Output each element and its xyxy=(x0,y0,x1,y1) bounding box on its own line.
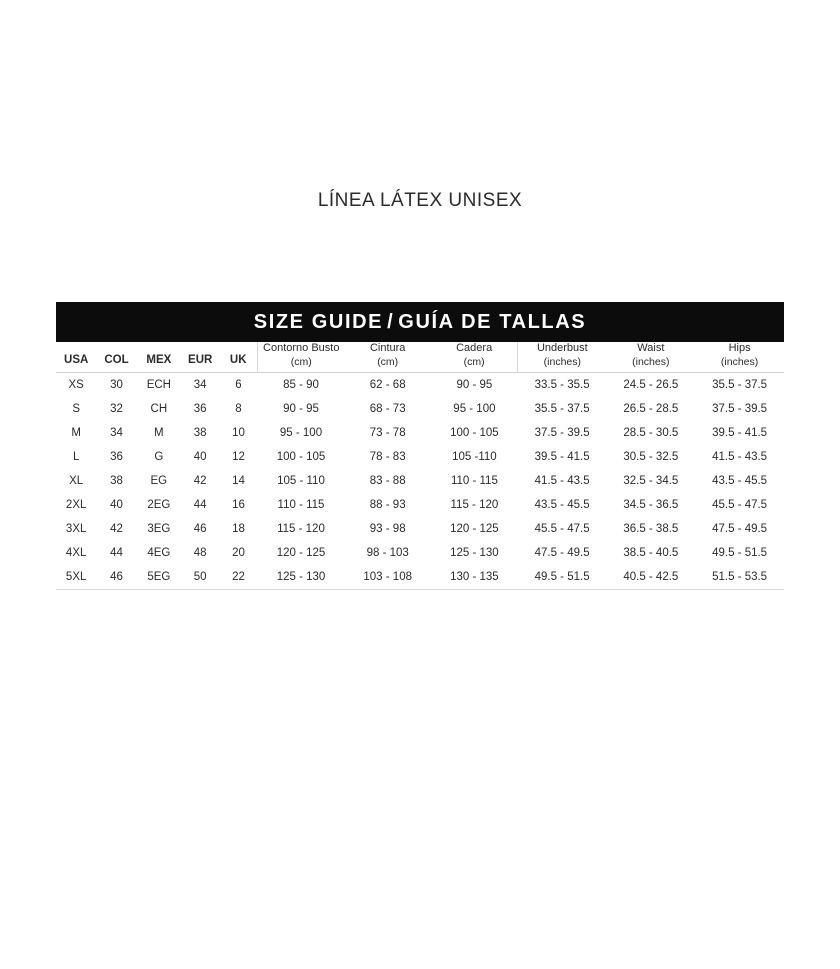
cell-eur: 34 xyxy=(181,372,219,397)
col-header-waist-unit: (inches) xyxy=(632,355,670,368)
cell-hips: 43.5 - 45.5 xyxy=(712,474,768,487)
cell-uk: 14 xyxy=(232,474,245,487)
cell-waist: 40.5 - 42.5 xyxy=(606,565,695,590)
cell-underbust: 39.5 - 41.5 xyxy=(534,450,590,463)
cell-uk: 16 xyxy=(232,498,245,511)
cell-usa: 5XL xyxy=(56,565,96,590)
cell-waist: 30.5 - 32.5 xyxy=(623,450,679,463)
cell-cintura: 78 - 83 xyxy=(369,450,406,463)
cell-usa: XS xyxy=(56,372,96,397)
cell-contorno-busto: 85 - 90 xyxy=(258,372,345,397)
size-guide-banner xyxy=(56,302,784,342)
cell-eur: 48 xyxy=(193,546,207,559)
cell-hips: 41.5 - 43.5 xyxy=(712,450,768,463)
cell-col: 44 xyxy=(110,546,123,559)
cell-underbust: 45.5 - 47.5 xyxy=(534,522,590,535)
cell-col: 30 xyxy=(96,372,136,397)
cell-cadera: 95 - 100 xyxy=(453,402,496,415)
cell-mex: 2EG xyxy=(147,498,171,511)
cell-cadera: 110 - 115 xyxy=(450,474,498,487)
cell-cadera: 125 - 130 xyxy=(450,546,499,559)
table-row xyxy=(56,493,784,517)
cell-uk: 8 xyxy=(235,402,242,415)
cell-hips: 37.5 - 39.5 xyxy=(712,402,768,415)
table-row xyxy=(56,541,784,565)
col-header-cadera xyxy=(431,342,518,372)
table-row xyxy=(56,445,784,469)
cell-eur: 42 xyxy=(193,474,207,487)
cell-uk: 18 xyxy=(232,522,245,535)
page-title: LÍNEA LÁTEX UNISEX xyxy=(317,190,523,211)
col-header-eur: EUR xyxy=(188,353,213,366)
col-header-mex: MEX xyxy=(146,353,172,366)
col-header-waist-label: Waist xyxy=(637,342,665,354)
col-header-cintura xyxy=(344,342,431,372)
table-row xyxy=(56,517,784,541)
cell-waist: 26.5 - 28.5 xyxy=(623,402,679,415)
cell-eur: 44 xyxy=(193,498,207,511)
cell-usa: L xyxy=(72,450,80,463)
banner-title-en: SIZE GUIDE xyxy=(253,310,384,333)
cell-uk: 22 xyxy=(219,565,257,590)
cell-hips: 47.5 - 49.5 xyxy=(712,522,768,535)
cell-hips: 51.5 - 53.5 xyxy=(695,565,784,590)
cell-mex: 4EG xyxy=(147,546,171,559)
cell-waist: 34.5 - 36.5 xyxy=(623,498,679,511)
cell-cintura: 62 - 68 xyxy=(344,372,431,397)
cell-mex: ECH xyxy=(137,372,181,397)
size-guide-block xyxy=(56,302,784,590)
table-body xyxy=(56,372,784,589)
cell-cintura: 68 - 73 xyxy=(369,402,406,415)
cell-underbust: 47.5 - 49.5 xyxy=(534,546,590,559)
table-header-row xyxy=(56,342,784,372)
cell-underbust: 35.5 - 37.5 xyxy=(534,402,590,415)
col-header-uk: UK xyxy=(229,353,247,366)
cell-col: 40 xyxy=(110,498,123,511)
col-header-usa: USA xyxy=(64,353,89,366)
cell-uk: 6 xyxy=(219,372,257,397)
cell-underbust: 43.5 - 45.5 xyxy=(534,498,590,511)
col-header-contorno-busto-label: Contorno Busto xyxy=(263,342,340,354)
cell-uk: 20 xyxy=(232,546,245,559)
table-row xyxy=(56,397,784,421)
cell-mex: EG xyxy=(150,474,168,487)
cell-eur: 50 xyxy=(181,565,219,590)
col-header-cadera-unit: (cm) xyxy=(463,355,485,368)
table-row xyxy=(56,421,784,445)
cell-usa: S xyxy=(72,402,80,415)
cell-cintura: 73 - 78 xyxy=(369,426,406,439)
col-header-cintura-label: Cintura xyxy=(369,342,406,354)
cell-mex: M xyxy=(154,426,164,439)
cell-uk: 12 xyxy=(232,450,245,463)
col-header-waist xyxy=(606,342,695,372)
table-row xyxy=(56,469,784,493)
cell-waist: 32.5 - 34.5 xyxy=(623,474,679,487)
cell-cadera: 100 - 105 xyxy=(450,426,499,439)
cell-hips: 35.5 - 37.5 xyxy=(695,372,784,397)
cell-hips: 45.5 - 47.5 xyxy=(712,498,768,511)
cell-cadera: 120 - 125 xyxy=(450,522,499,535)
col-header-col: COL xyxy=(104,353,129,366)
cell-col: 34 xyxy=(110,426,123,439)
cell-usa: 4XL xyxy=(65,546,87,559)
col-header-hips-unit: (inches) xyxy=(720,355,759,368)
cell-col: 46 xyxy=(96,565,136,590)
cell-waist: 28.5 - 30.5 xyxy=(623,426,679,439)
col-header-hips xyxy=(695,342,784,372)
col-header-contorno-busto xyxy=(258,342,345,372)
cell-col: 38 xyxy=(110,474,123,487)
cell-waist: 24.5 - 26.5 xyxy=(606,372,695,397)
col-header-contorno-busto-unit: (cm) xyxy=(290,355,312,368)
cell-hips: 39.5 - 41.5 xyxy=(712,426,768,439)
cell-usa: 2XL xyxy=(65,498,87,511)
col-header-underbust-label: Underbust xyxy=(536,342,588,354)
cell-cintura: 98 - 103 xyxy=(366,546,409,559)
cell-eur: 40 xyxy=(193,450,207,463)
cell-waist: 38.5 - 40.5 xyxy=(623,546,679,559)
cell-cintura: 83 - 88 xyxy=(369,474,406,487)
cell-col: 36 xyxy=(110,450,123,463)
cell-cintura: 93 - 98 xyxy=(369,522,406,535)
cell-underbust: 37.5 - 39.5 xyxy=(534,426,590,439)
cell-mex: CH xyxy=(150,402,168,415)
cell-contorno-busto: 105 - 110 xyxy=(277,474,325,487)
cell-contorno-busto: 110 - 115 xyxy=(277,498,325,511)
cell-cadera: 130 - 135 xyxy=(431,565,518,590)
cell-eur: 36 xyxy=(193,402,207,415)
table-row xyxy=(56,565,784,590)
cell-contorno-busto: 115 - 120 xyxy=(277,522,325,535)
size-chart-table xyxy=(56,342,784,590)
col-header-hips-label: Hips xyxy=(728,342,751,354)
cell-cadera: 90 - 95 xyxy=(431,372,518,397)
cell-waist: 36.5 - 38.5 xyxy=(623,522,679,535)
cell-cintura: 103 - 108 xyxy=(344,565,431,590)
banner-separator: / xyxy=(387,310,395,333)
cell-usa: 3XL xyxy=(65,522,87,535)
cell-mex: 5EG xyxy=(137,565,181,590)
cell-contorno-busto: 100 - 105 xyxy=(276,450,326,463)
col-header-underbust xyxy=(518,342,607,372)
cell-mex: 3EG xyxy=(147,522,171,535)
banner-title-es: GUÍA DE TALLAS xyxy=(398,310,587,333)
cell-underbust: 33.5 - 35.5 xyxy=(518,372,607,397)
cell-contorno-busto: 120 - 125 xyxy=(276,546,326,559)
cell-contorno-busto: 90 - 95 xyxy=(283,402,319,415)
cell-cintura: 88 - 93 xyxy=(369,498,406,511)
cell-cadera: 105 -110 xyxy=(452,450,497,463)
col-header-cadera-label: Cadera xyxy=(456,342,493,354)
table-row xyxy=(56,372,784,397)
cell-eur: 46 xyxy=(193,522,207,535)
cell-underbust: 49.5 - 51.5 xyxy=(518,565,607,590)
cell-usa: XL xyxy=(69,474,84,487)
col-header-cintura-unit: (cm) xyxy=(377,355,399,368)
col-header-underbust-unit: (inches) xyxy=(543,355,582,368)
cell-col: 42 xyxy=(110,522,123,535)
cell-eur: 38 xyxy=(193,426,207,439)
cell-usa: M xyxy=(71,426,81,439)
cell-underbust: 41.5 - 43.5 xyxy=(534,474,590,487)
cell-col: 32 xyxy=(110,402,123,415)
cell-mex: G xyxy=(154,450,164,463)
cell-contorno-busto: 95 - 100 xyxy=(279,426,323,439)
cell-uk: 10 xyxy=(232,426,245,439)
cell-cadera: 115 - 120 xyxy=(450,498,499,511)
cell-hips: 49.5 - 51.5 xyxy=(712,546,768,559)
cell-contorno-busto: 125 - 130 xyxy=(258,565,345,590)
